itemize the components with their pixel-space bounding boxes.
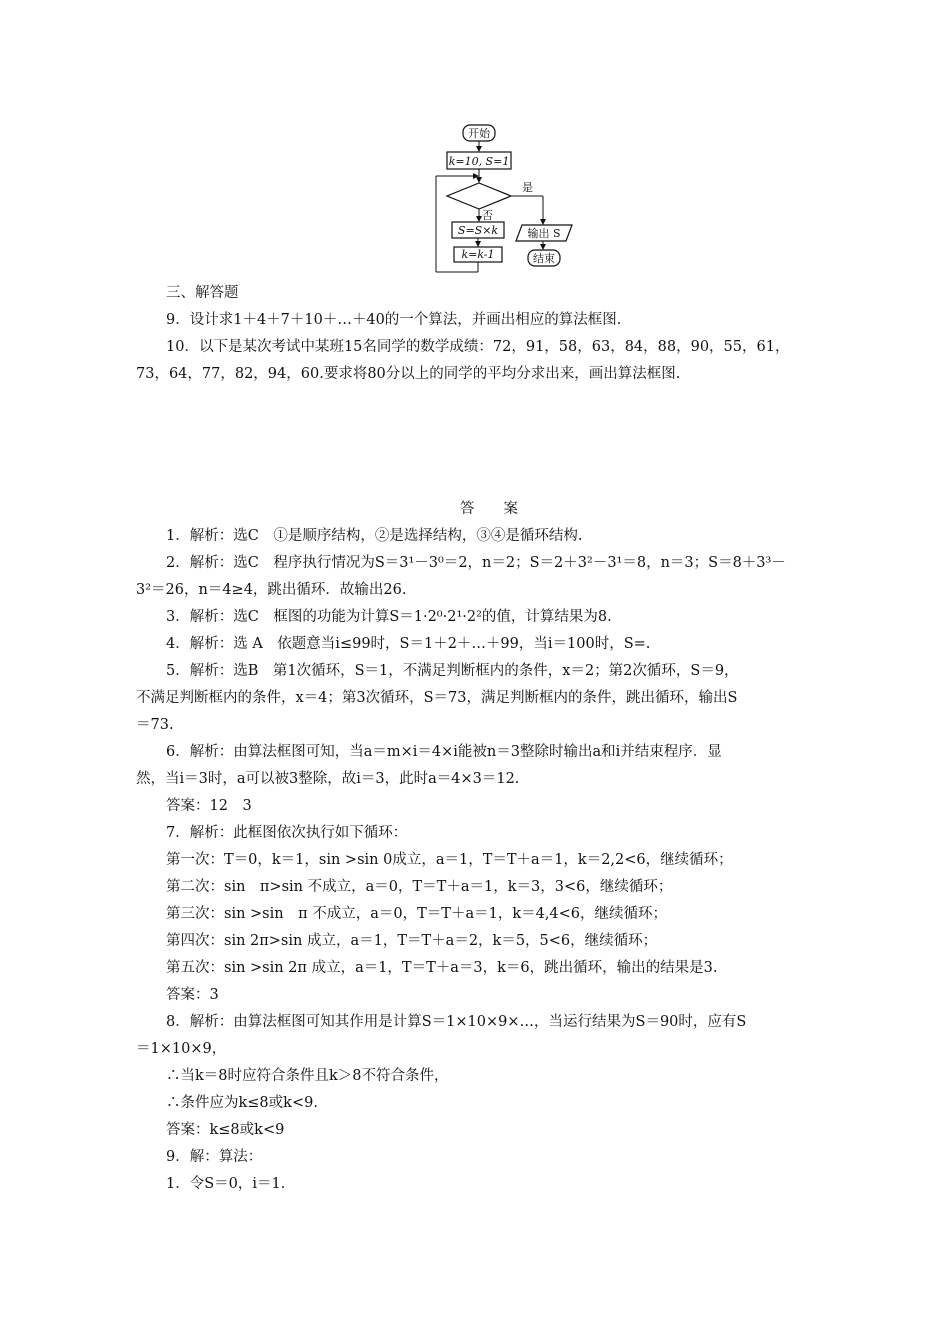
flow-end-label: 结束 [533, 252, 555, 265]
answer-7-round2: 第二次：sin π>sin 不成立，a＝0，T＝T＋a＝1，k＝3，3<6，继续循环； [166, 879, 673, 895]
answer-7-round3: 第三次：sin >sin π 不成立，a＝0，T＝T＋a＝1，k＝4,4<6，继续循环； [166, 906, 668, 922]
answer-6-result: 答案：12 3 [166, 798, 252, 814]
answer-2-line1: 2．解析：选C 程序执行情况为S＝3¹－3⁰＝2，n＝2；S＝2＋3²－3¹＝8，n＝3；S＝8＋3³－ [166, 555, 786, 571]
flow-process2-label: k=k-1 [461, 248, 495, 261]
answer-8-line4: ∴条件应为k≤8或k<9. [166, 1095, 318, 1111]
flowchart-svg [430, 120, 580, 280]
flow-start-label: 开始 [468, 127, 490, 140]
flow-yes-label: 是 [522, 181, 533, 194]
answer-8-line2: ＝1×10×9， [136, 1041, 227, 1057]
answer-7-round5: 第五次：sin >sin 2π 成立，a＝1，T＝T＋a＝3，k＝6，跳出循环，输出的结果是3. [166, 960, 718, 976]
answer-9: 9．解：算法： [166, 1149, 263, 1165]
section-title: 三、解答题 [166, 285, 239, 301]
flowchart [430, 120, 580, 280]
answer-5-line1: 5．解析：选B 第1次循环，S＝1，不满足判断框内的条件，x＝2；第2次循环，S＝9， [166, 663, 739, 679]
answer-8-line1: 8．解析：由算法框图可知其作用是计算S＝1×10×9×…，当运行结果为S＝90时，应有S [166, 1014, 747, 1030]
flow-process1-label: S=S×k [457, 224, 499, 237]
answer-4: 4．解析：选 A 依题意当i≤99时，S＝1＋2＋…＋99，当i＝100时，S=. [166, 636, 651, 652]
answer-1: 1．解析：选C ①是顺序结构，②是选择结构，③④是循环结构. [166, 528, 583, 544]
answer-8-line3: ∴当k＝8时应符合条件且k＞8不符合条件， [166, 1068, 449, 1084]
flow-init-label: k=10, S=1 [448, 155, 510, 168]
answer-6-line1: 6．解析：由算法框图可知，当a＝m×i＝4×i能被n＝3整除时输出a和i并结束程序．显 [166, 744, 722, 760]
answer-6-line2: 然，当i＝3时，a可以被3整除，故i＝3，此时a＝4×3＝12. [136, 771, 520, 787]
flow-output-label: 输出 S [527, 227, 561, 240]
answer-5-line2: 不满足判断框内的条件，x＝4；第3次循环，S＝73，满足判断框内的条件，跳出循环，输出S [136, 690, 738, 706]
answer-7: 7．解析：此框图依次执行如下循环： [166, 825, 408, 841]
answers-title: 答 案 [460, 501, 518, 517]
answer-2-line2: 3²＝26，n＝4≥4，跳出循环．故输出26. [136, 582, 407, 598]
question-10-line1: 10．以下是某次考试中某班15名同学的数学成绩：72，91，58，63，84，88，90，55，61， [166, 339, 790, 355]
flow-decision-diamond [447, 183, 511, 209]
answer-7-round1: 第一次：T＝0，k＝1，sin >sin 0成立，a＝1，T＝T＋a＝1，k＝2,2<6，继续循环； [166, 852, 733, 868]
answer-3: 3．解析：选C 框图的功能为计算S＝1·2⁰·2¹·2²的值，计算结果为8. [166, 609, 612, 625]
answer-7-result: 答案：3 [166, 987, 219, 1003]
text-content [136, 280, 842, 1198]
answer-7-round4: 第四次：sin 2π>sin 成立，a＝1，T＝T＋a＝2，k＝5，5<6，继续循环； [166, 933, 658, 949]
answer-9-step1: 1．令S＝0，i＝1. [166, 1176, 286, 1192]
question-10-line2: 73，64，77，82，94，60.要求将80分以上的同学的平均分求出来，画出算法框图. [136, 366, 681, 382]
question-9: 9．设计求1＋4＋7＋10＋…＋40的一个算法，并画出相应的算法框图. [166, 312, 622, 328]
answer-8-result: 答案：k≤8或k<9 [166, 1122, 285, 1138]
answer-5-line3: ＝73. [136, 717, 174, 733]
flow-no-label: 否 [482, 209, 493, 222]
